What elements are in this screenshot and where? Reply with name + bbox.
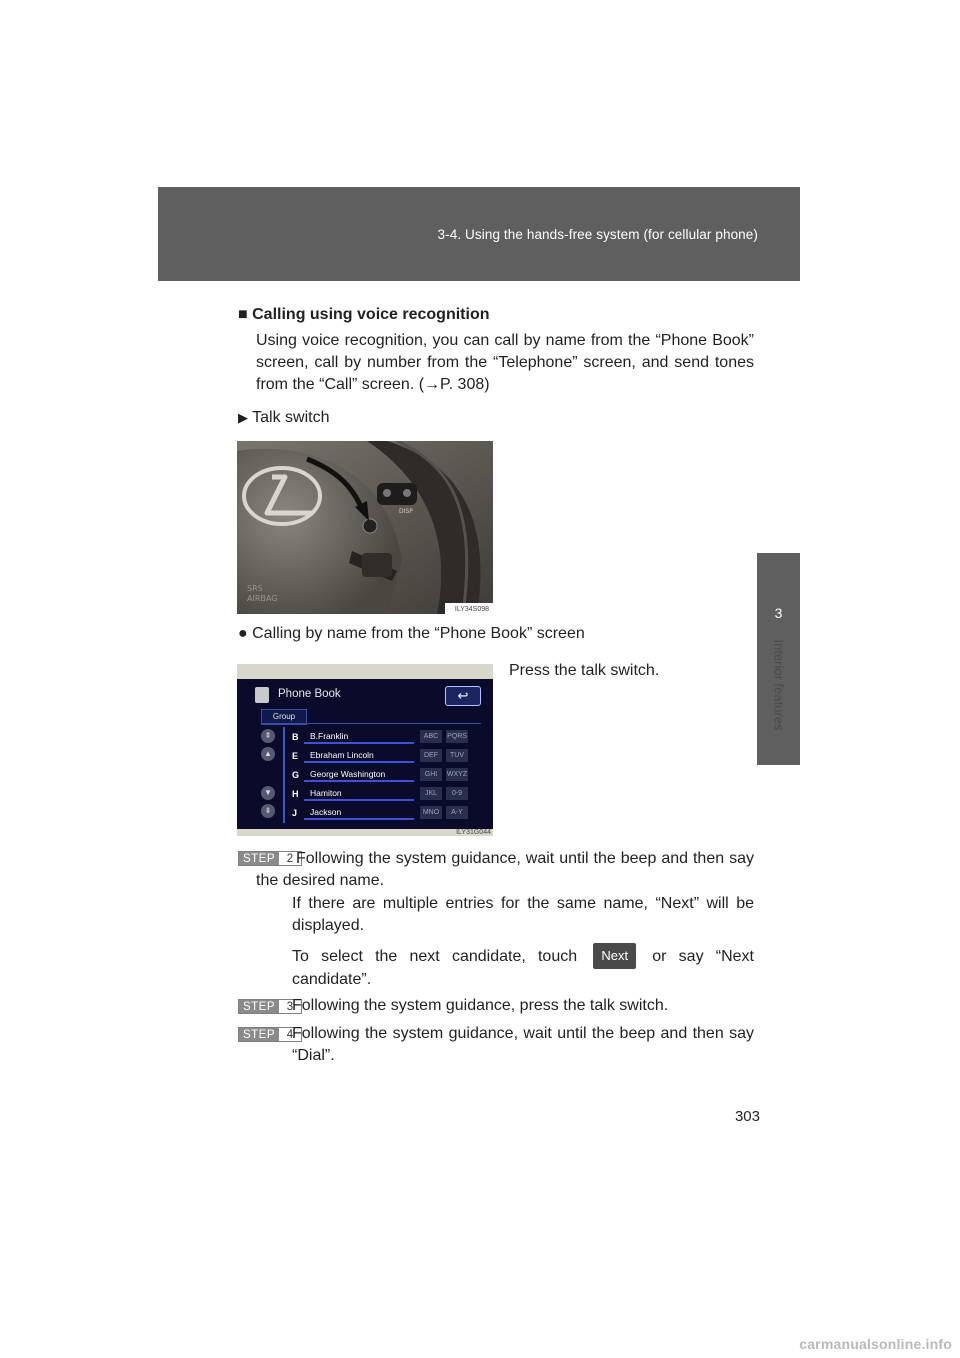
entry-letter: B xyxy=(292,731,299,742)
index-key[interactable]: A-Y xyxy=(446,806,468,819)
entry-letter: J xyxy=(292,807,298,818)
chapter-header xyxy=(158,187,800,281)
chapter-label-text: Interior features xyxy=(771,639,787,731)
step-4-text: Following the system guidance, wait until the beep and then say “Dial”. xyxy=(292,1025,754,1064)
footer xyxy=(0,1330,960,1358)
list-item[interactable] xyxy=(292,765,492,784)
entry-name: B.Franklin xyxy=(304,729,414,744)
section-title: Calling using voice recognition xyxy=(252,306,490,323)
subsection-heading xyxy=(238,625,585,643)
index-key[interactable]: DEF xyxy=(420,749,442,762)
index-key[interactable]: GHI xyxy=(420,768,442,781)
talk-switch-heading xyxy=(238,409,330,427)
svg-text:AIRBAG: AIRBAG xyxy=(247,594,278,603)
scroll-down-icon[interactable]: ▼ xyxy=(261,786,275,800)
entry-name: George Washington xyxy=(304,767,414,782)
step-1-text: Press the talk switch. xyxy=(509,662,660,679)
scrollbar[interactable] xyxy=(283,727,285,823)
index-key[interactable]: 0-9 xyxy=(446,787,468,800)
step-2-say-text: or say “Next candidate”. xyxy=(292,948,755,988)
list-item[interactable] xyxy=(292,727,492,746)
chapter-title: 3-4. Using the hands-free system (for cellular phone) xyxy=(437,227,758,242)
footer-watermark[interactable]: carmanualsonline.info xyxy=(799,1336,952,1352)
entry-name: Hamiton xyxy=(304,786,414,801)
section-paragraph: Using voice recognition, you can call by name from the “Phone Book” screen, call by number from the “Telephone” screen, and send tones from the “Call” screen. (→P. 308) xyxy=(256,332,754,393)
chapter-number: 3 xyxy=(774,605,783,621)
entry-name: Ebraham Lincoln xyxy=(304,748,414,763)
page-number: 303 xyxy=(734,1108,760,1125)
index-key[interactable]: WXYZ xyxy=(446,768,468,781)
back-button[interactable]: ↩ xyxy=(445,686,481,706)
steering-wheel-photo xyxy=(237,441,493,614)
index-key[interactable]: TUV xyxy=(446,749,468,762)
screen-title: Phone Book xyxy=(278,688,341,700)
triangle-bullet-icon: ▶ xyxy=(238,410,248,425)
step-2-touch-text: To select the next candidate, touch xyxy=(292,948,578,965)
phone-book-icon xyxy=(255,687,269,703)
entry-letter: E xyxy=(292,750,299,761)
svg-text:SRS: SRS xyxy=(247,584,263,593)
step-number: 4 xyxy=(286,1028,294,1041)
step-2-line-1: Following the system guidance, wait until the beep and then say the desired name. xyxy=(256,850,754,889)
subsection-title: Calling by name from the “Phone Book” screen xyxy=(252,625,585,642)
step-number: 3 xyxy=(286,1000,294,1013)
page-up-icon[interactable]: ⇞ xyxy=(261,729,275,743)
step-2-line-3 xyxy=(292,943,754,991)
chapter-tab-label xyxy=(765,625,793,745)
index-key[interactable]: PQRS xyxy=(446,730,468,743)
index-key[interactable]: ABC xyxy=(420,730,442,743)
entry-letter: G xyxy=(292,769,300,780)
step-3-text: Following the system guidance, press the talk switch. xyxy=(292,997,669,1014)
group-tab[interactable]: Group xyxy=(261,709,307,725)
talk-switch-label: Talk switch xyxy=(252,409,330,426)
list-item[interactable] xyxy=(292,746,492,765)
scroll-up-icon[interactable]: ▲ xyxy=(261,747,275,761)
step-2-line-2: If there are multiple entries for the same name, “Next” will be displayed. xyxy=(292,895,754,934)
section-heading xyxy=(238,306,489,324)
step-word: STEP xyxy=(239,852,279,865)
step-word: STEP xyxy=(239,1028,279,1041)
entry-name: Jackson xyxy=(304,805,414,820)
list-item[interactable] xyxy=(292,803,492,822)
svg-text:DISP: DISP xyxy=(399,508,413,515)
phone-book-screen xyxy=(237,664,493,836)
step-word: STEP xyxy=(239,1000,279,1013)
square-bullet-icon: ■ xyxy=(238,306,248,323)
screen-image-code: ILY31G044 xyxy=(456,829,491,836)
index-key[interactable]: JKL xyxy=(420,787,442,800)
circle-bullet-icon: ● xyxy=(238,625,248,642)
entry-letter: H xyxy=(292,788,299,799)
index-key[interactable]: MNO xyxy=(420,806,442,819)
next-button[interactable]: Next xyxy=(593,943,636,969)
step-number: 2 xyxy=(286,852,294,865)
page-down-icon[interactable]: ⇟ xyxy=(261,804,275,818)
list-item[interactable] xyxy=(292,784,492,803)
wheel-image-code: ILY34S098 xyxy=(454,606,489,613)
